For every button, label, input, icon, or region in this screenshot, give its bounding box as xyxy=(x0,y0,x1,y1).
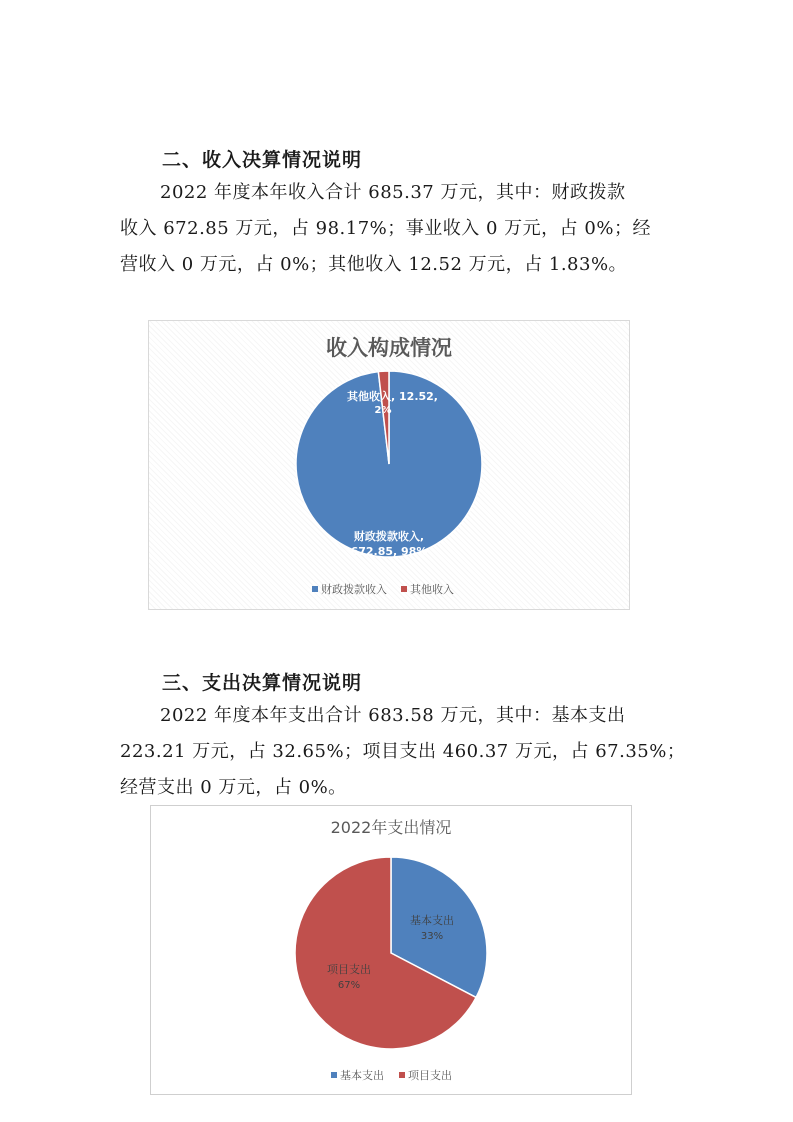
section3-line-3: 经营支出 0 万元，占 0%。 xyxy=(120,777,347,798)
section2-line-2: 收入 672.85 万元，占 98.17%；事业收入 0 万元，占 0%；经 xyxy=(120,218,651,239)
expense-pie-chart xyxy=(150,805,632,1095)
income-label-main-line1: 财政拨款收入, xyxy=(353,530,425,543)
section3-paragraph xyxy=(120,698,686,806)
income-label-main-line2: 672.85, 98% xyxy=(350,545,428,558)
expense-chart-title: 2022年支出情况 xyxy=(330,818,452,837)
income-legend-swatch-0 xyxy=(312,586,318,592)
section3-line-1: 2022 年度本年支出合计 683.58 万元，其中：基本支出 xyxy=(160,705,626,726)
expense-legend xyxy=(331,1068,452,1082)
income-legend xyxy=(312,582,454,596)
section2-line-1: 2022 年度本年收入合计 685.37 万元，其中：财政拨款 xyxy=(160,182,626,203)
expense-label-project-name: 项目支出 xyxy=(327,963,371,976)
section2-heading: 二、收入决算情况说明 xyxy=(162,149,363,171)
section3-line-2: 223.21 万元，占 32.65%；项目支出 460.37 万元，占 67.35%； xyxy=(120,741,686,762)
expense-legend-label-0: 基本支出 xyxy=(340,1069,384,1082)
income-legend-label-0: 财政拨款收入 xyxy=(321,583,387,596)
income-label-other-line2: 2% xyxy=(374,405,392,416)
section2-line-3: 营收入 0 万元，占 0%；其他收入 12.52 万元，占 1.83%。 xyxy=(120,254,628,275)
income-pie-chart xyxy=(148,320,630,610)
expense-legend-swatch-1 xyxy=(399,1072,405,1078)
income-chart-title: 收入构成情况 xyxy=(326,336,452,360)
expense-label-project-pct: 67% xyxy=(337,980,361,991)
section2-paragraph xyxy=(120,175,680,283)
income-pie-svg xyxy=(149,321,629,609)
expense-legend-label-1: 项目支出 xyxy=(408,1069,452,1082)
income-label-other-line1: 其他收入, 12.52, xyxy=(347,390,438,403)
expense-legend-swatch-0 xyxy=(331,1072,337,1078)
income-legend-label-1: 其他收入 xyxy=(410,583,454,596)
expense-label-basic-pct: 33% xyxy=(420,931,444,942)
section3-heading: 三、支出决算情况说明 xyxy=(162,672,363,694)
expense-pie-svg xyxy=(151,806,631,1094)
income-legend-swatch-1 xyxy=(401,586,407,592)
expense-label-basic-name: 基本支出 xyxy=(410,914,454,927)
